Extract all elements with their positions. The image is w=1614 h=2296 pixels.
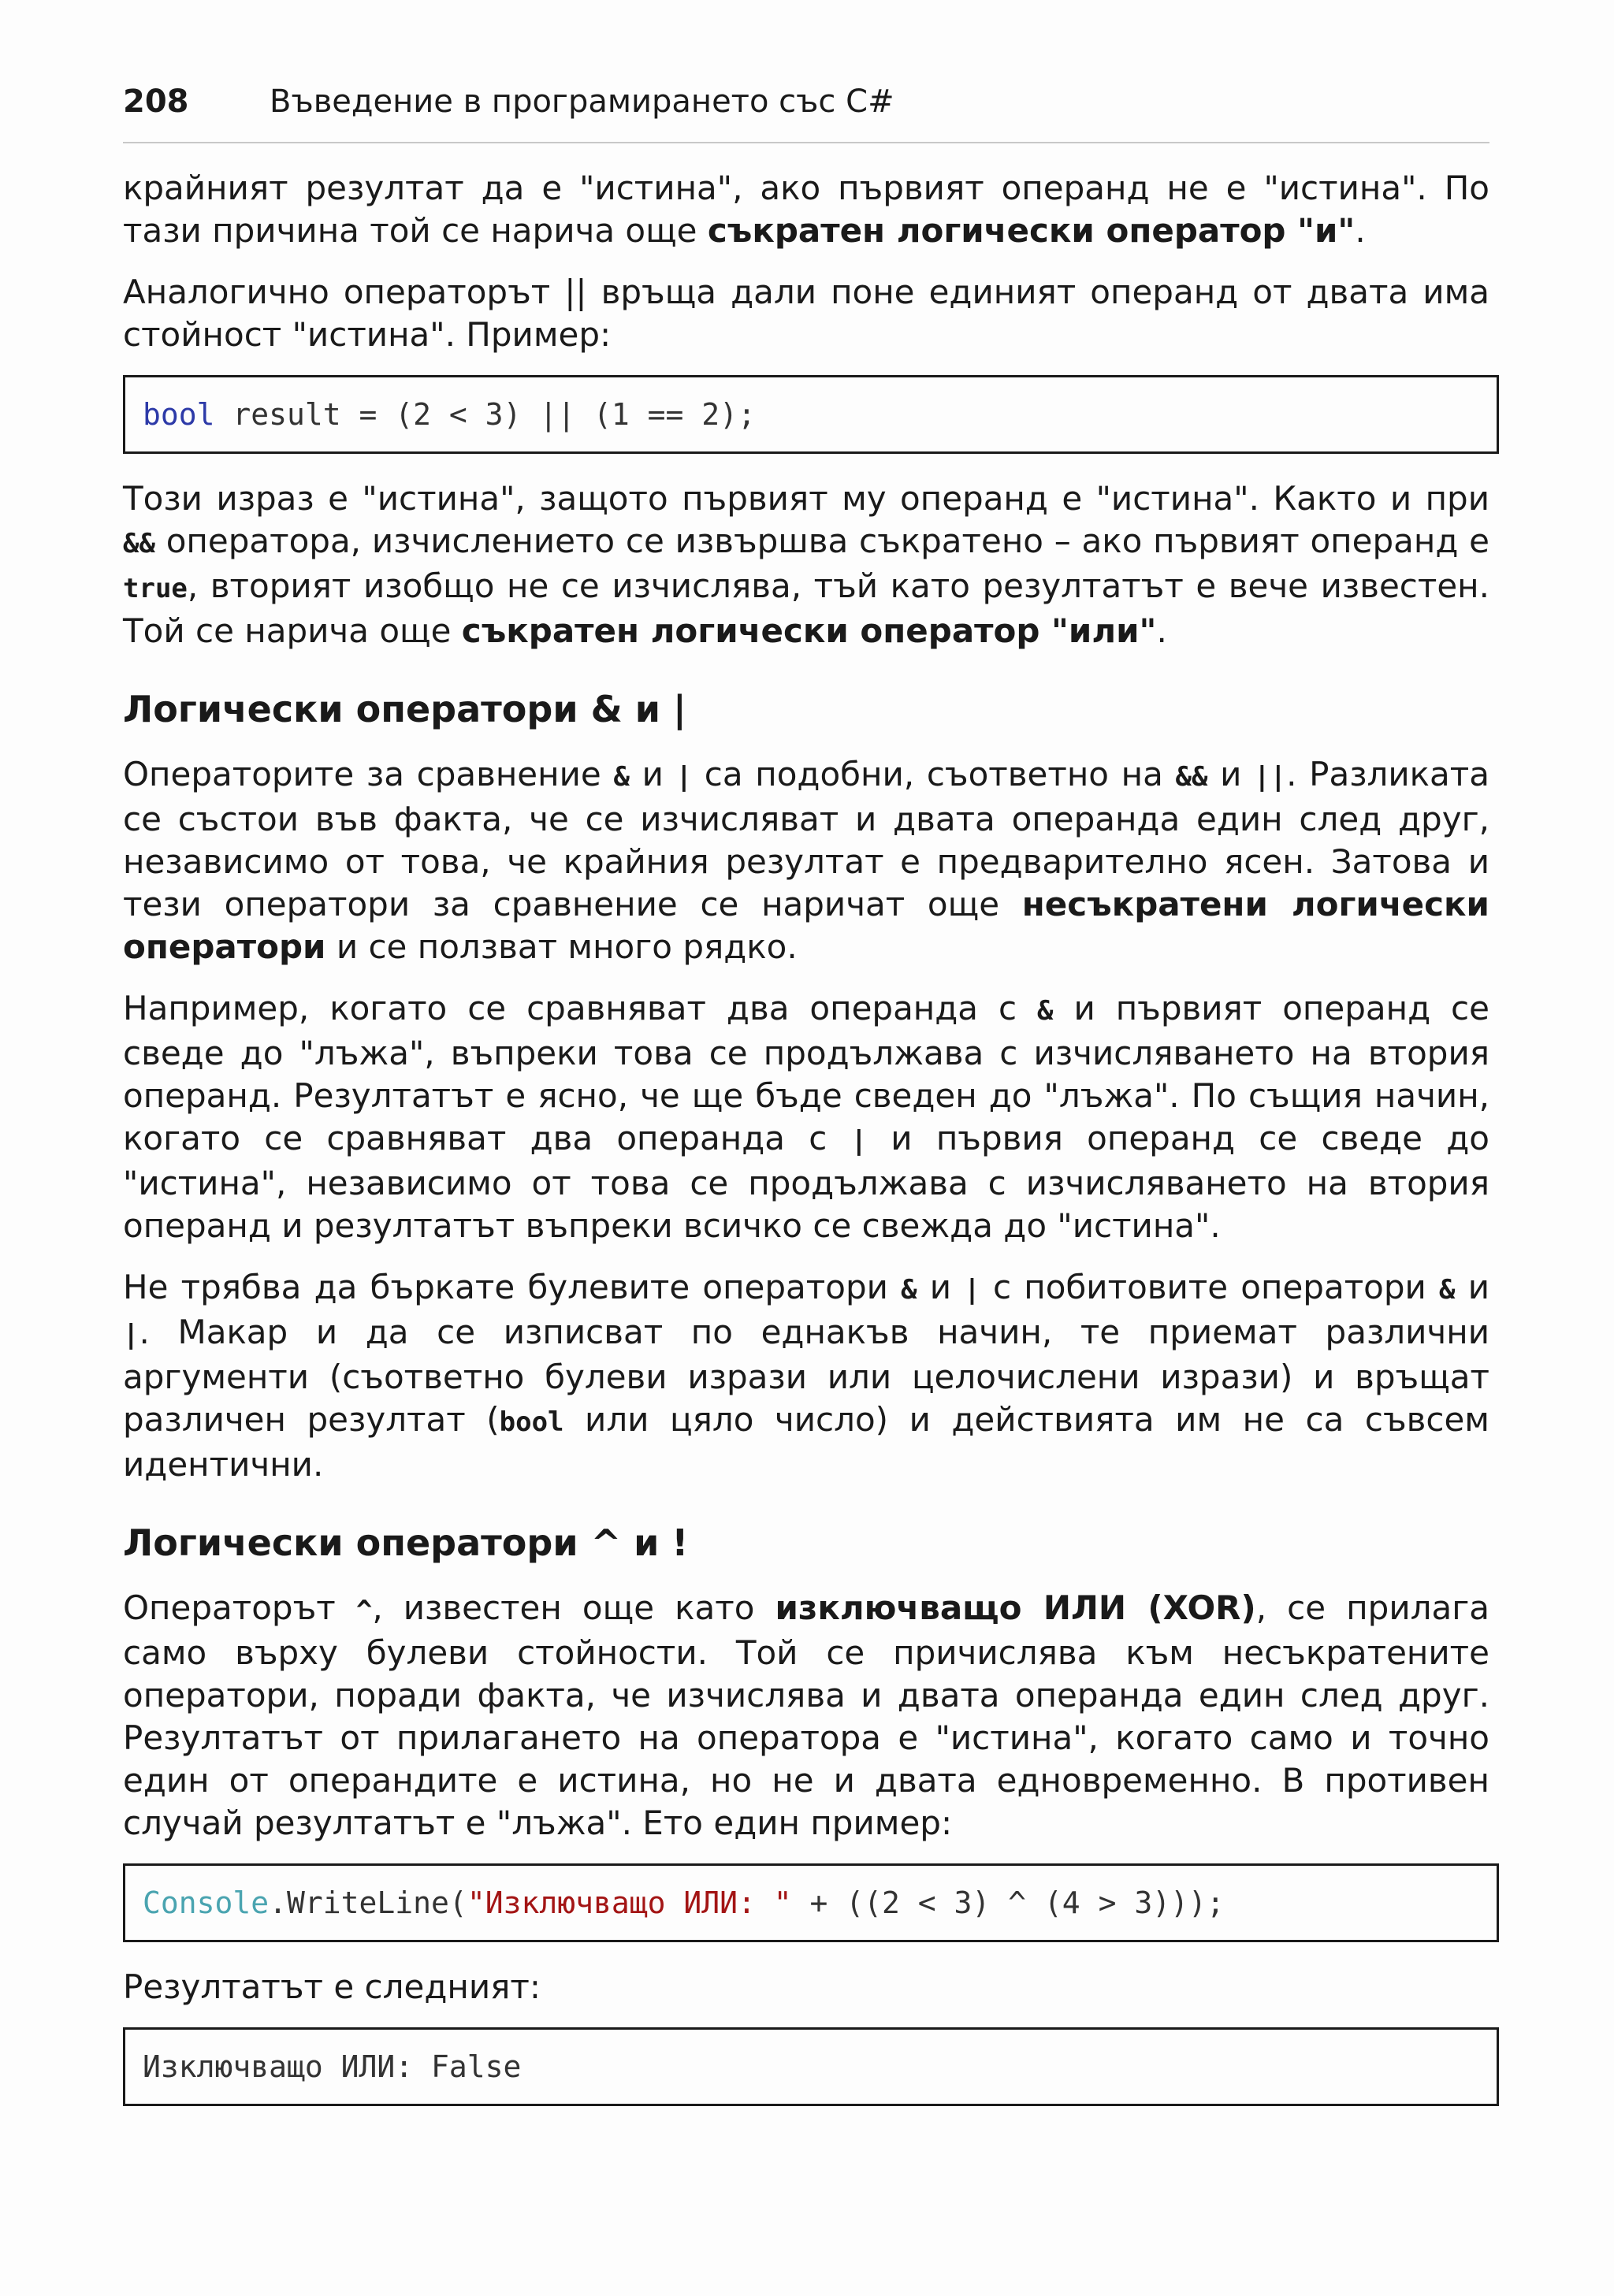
inline-code: | [850,1125,868,1157]
text-run: . [1355,211,1366,250]
text-run: Операторите за сравнение [123,755,614,793]
inline-code: & [1037,995,1054,1027]
output-text: Изключващо ИЛИ: False [143,2049,522,2084]
text-run: и се ползват много рядко. [325,927,798,966]
text-run: и [917,1268,965,1306]
paragraph-8 [123,1966,1489,2008]
text-run: са подобни, съответно на [692,755,1176,793]
inline-code: & [613,761,630,793]
inline-code: bool [499,1406,564,1438]
code-text: .WriteLine( [269,1885,467,1920]
bold-term: съкратен логически оператор "или" [461,611,1157,650]
text-run: крайният резултат да е "истина", ако първият операнд не е "истина". По тази причина той се нарича още [123,169,1489,250]
code-string: "Изключващо ИЛИ: " [467,1885,792,1920]
inline-code: ^ [355,1595,373,1626]
inline-code: | [123,1319,139,1350]
text-run: и първия операнд се сведе до "истина", независимо от това се продължава с изчисляването на втория операнд и резултатът въпреки всичко се свежда до "истина". [123,1119,1489,1245]
text-run: и [629,755,676,793]
running-title: Въведение в програмирането със C# [270,84,894,120]
page-number: 208 [123,84,189,120]
code-text: result = (2 < 3) || (1 == 2); [214,397,756,432]
text-run: Този израз е "истина", защото първият му операнд е "истина". Както и при [123,479,1489,518]
text-run: Например, когато се сравняват два операнда с [123,989,1038,1027]
inline-code: & [1439,1274,1456,1306]
text-run: Операторът [123,1588,356,1627]
paragraph-3 [123,477,1489,652]
text-run: и [1455,1268,1489,1306]
code-type: Console [143,1885,270,1920]
text-run: , вторият изобщо не се изчислява, тъй като резултатът е вече известен. Той се нарича още [123,567,1489,650]
code-keyword: bool [143,397,215,432]
text-run: , известен още като [372,1588,775,1627]
text-run: , се прилага само върху булеви стойности. Той се причислява към несъкратените оператори, поради факта, че изчислява и двата операнда един след друг. Резултатът от прилагането на оператора е "истина", когато само и точно един от операндите е истина, но не и двата едновременно. В противен случай резултатът е "лъжа". Ето един пример: [123,1588,1489,1842]
code-block-2 [123,1863,1499,1942]
inline-code: true [123,573,188,604]
text-run: или цяло число) и действията им не са съвсем идентични. [123,1400,1489,1484]
inline-code: & [901,1274,917,1306]
bold-term: несъкратени логически оператори [123,885,1489,966]
inline-code: | [964,1274,980,1306]
text-run: и [1207,755,1255,793]
paragraph-6 [123,1266,1489,1486]
text-run: . Макар и да се изписват по еднакъв начин, те приемат различни аргументи (съответно булеви изрази или целочислени изрази) и връщат различен резултат ( [123,1313,1489,1439]
text-run: и първият операнд се сведе до "лъжа", въпреки това се продължава с изчисляването на втория операнд. Резултатът е ясно, че ще бъде сведен до "лъжа". По същия начин, когато се сравняват два операнда с [123,989,1489,1157]
paragraph-5 [123,987,1489,1247]
inline-code: || [1254,761,1287,793]
text-run: оператора, изчислението се извършва съкратено – ако първият операнд е [154,522,1489,560]
paragraph-4 [123,753,1489,968]
paragraph-2 [123,271,1489,356]
text-run: Аналогично операторът || връща дали поне единият операнд от двата има стойност "истина". Пример: [123,273,1489,354]
output-block [123,2027,1499,2106]
text-run: . Разликата се състои във факта, че се изчисляват и двата операнда един след друг, независимо от това, че крайния резултат е предварително ясен. Затова и тези оператори за сравнение се наричат още [123,755,1489,923]
paragraph-7 [123,1587,1489,1845]
text-run: Не трябва да бъркате булевите оператори [123,1268,902,1306]
paragraph-1 [123,167,1489,252]
inline-code: && [123,528,155,559]
page-content [123,167,1489,2130]
page-header [123,79,1489,143]
section-heading-1: Логически оператори & и | [123,688,686,730]
inline-code: | [675,761,693,793]
bold-term: изключващо ИЛИ (XOR) [775,1588,1256,1627]
code-block-1 [123,375,1499,454]
text-run: Резултатът е следният: [123,1967,541,2006]
text-run: . [1156,611,1167,650]
text-run: с побитовите оператори [980,1268,1440,1306]
code-text: + ((2 < 3) ^ (4 > 3))); [791,1885,1225,1920]
inline-code: && [1175,761,1208,793]
section-heading-2: Логически оператори ^ и ! [123,1521,689,1564]
bold-term: съкратен логически оператор "и" [707,211,1356,250]
